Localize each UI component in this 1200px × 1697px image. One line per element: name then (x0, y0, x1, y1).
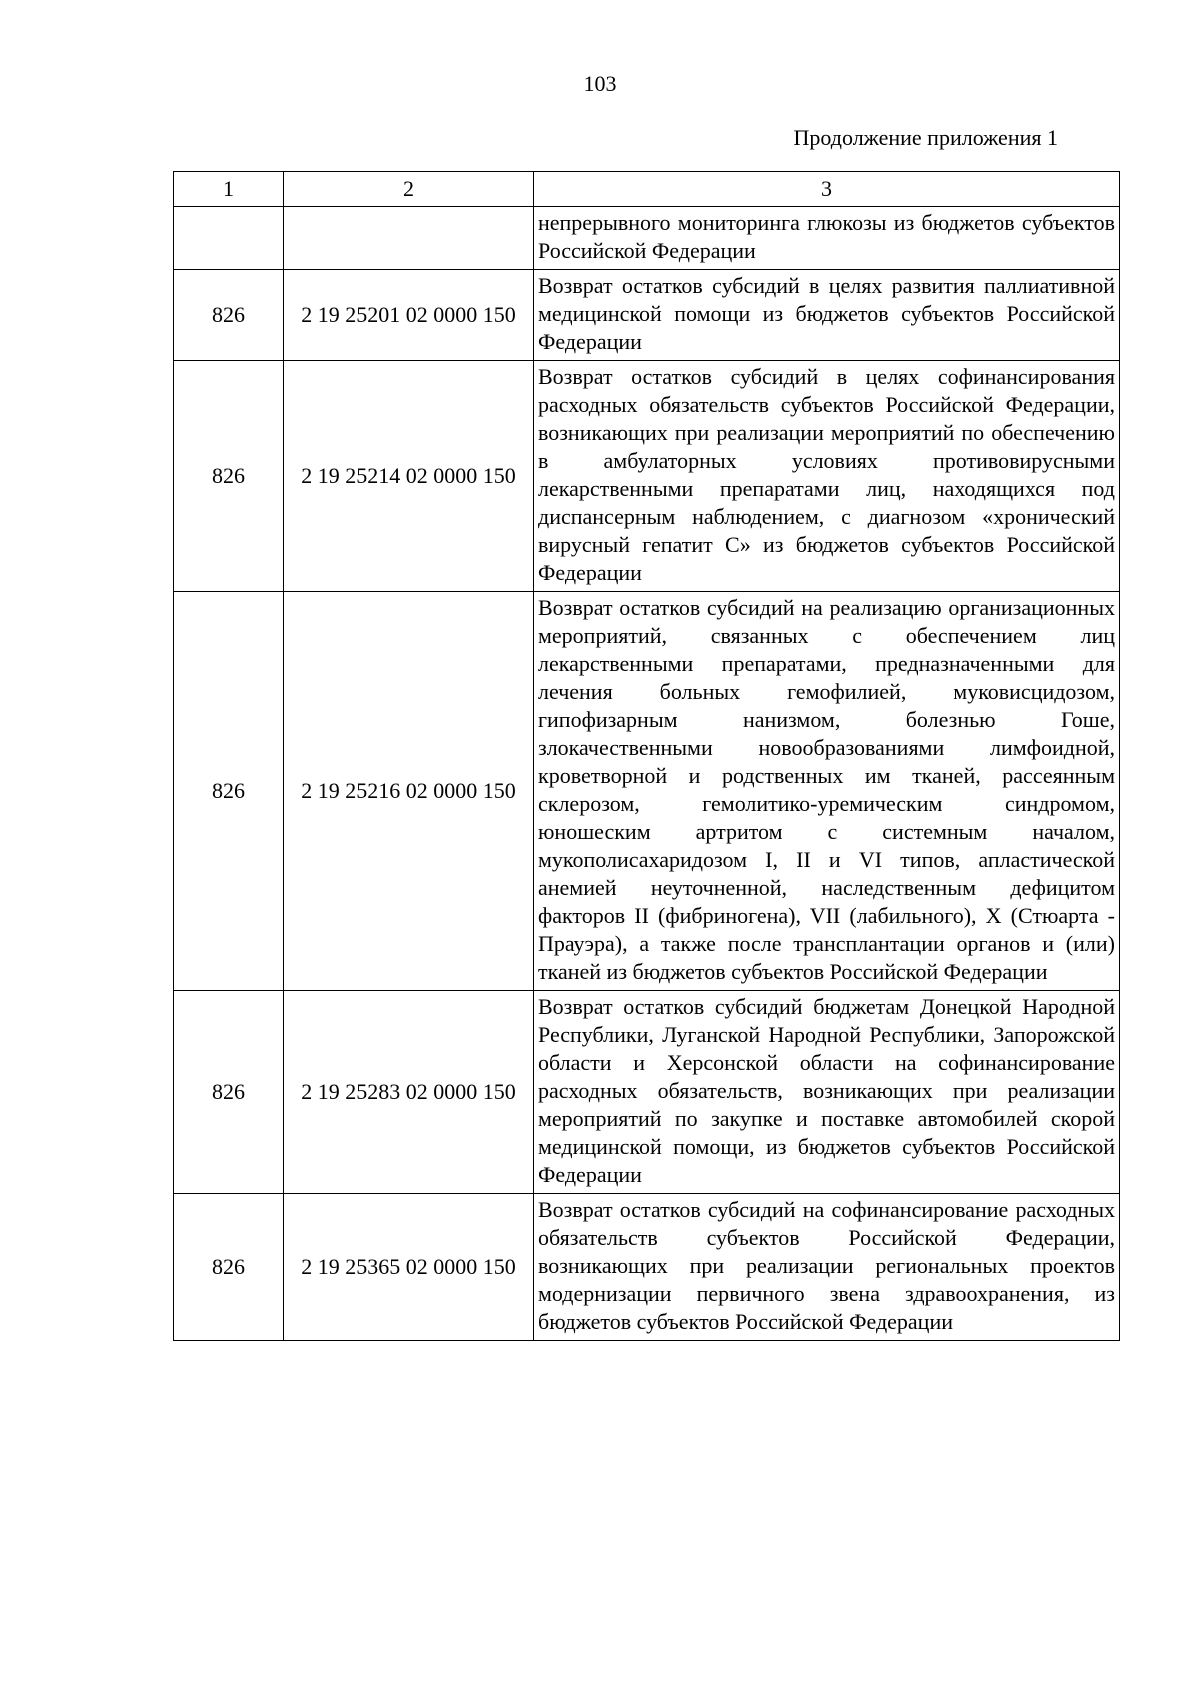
column-header-3: 3 (534, 172, 1120, 207)
table-row (174, 361, 1120, 592)
admin-code-cell: 826 (174, 1194, 284, 1341)
page-number: 103 (583, 71, 617, 96)
table-header-row (174, 172, 1120, 207)
admin-code-cell: 826 (174, 270, 284, 361)
admin-code-cell (174, 207, 284, 270)
description-cell: непрерывного мониторинга глюкозы из бюджетов субъектов Российской Федерации (534, 207, 1120, 270)
description-cell: Возврат остатков субсидий на софинансирование расходных обязательств субъектов Российской Федерации, возникающих при реализации региональных проектов модернизации первичного звена здравоохранения, из бюджетов субъектов Российской Федерации (534, 1194, 1120, 1341)
table-row (174, 1194, 1120, 1341)
column-header-2: 2 (284, 172, 534, 207)
admin-code-cell: 826 (174, 592, 284, 991)
kbk-code-cell: 2 19 25201 02 0000 150 (284, 270, 534, 361)
admin-code-cell: 826 (174, 361, 284, 592)
kbk-code-cell: 2 19 25214 02 0000 150 (284, 361, 534, 592)
kbk-code-cell: 2 19 25216 02 0000 150 (284, 592, 534, 991)
table-row (174, 991, 1120, 1194)
table-row (174, 270, 1120, 361)
appendix-continuation-label: Продолжение приложения 1 (793, 125, 1058, 150)
description-cell: Возврат остатков субсидий в целях софинансирования расходных обязательств субъектов Российской Федерации, возникающих при реализации мероприятий по обеспечению в амбулаторных условиях противовирусными лекарственными препаратами лиц, находящихся под диспансерным наблюдением, с диагнозом «хронический вирусный гепатит С» из бюджетов субъектов Российской Федерации (534, 361, 1120, 592)
table-row (174, 207, 1120, 270)
budget-codes-table (173, 171, 1120, 1341)
description-cell: Возврат остатков субсидий на реализацию организационных мероприятий, связанных с обеспечением лиц лекарственными препаратами, предназначенными для лечения больных гемофилией, муковисцидозом, гипофизарным нанизмом, болезнью Гоше, злокачественными новообразованиями лимфоидной, кроветворной и родственных им тканей, рассеянным склерозом, гемолитико-уремическим синдромом, юношеским артритом с системным началом, мукополисахаридозом I, II и VI типов, апластической анемией неуточненной, наследственным дефицитом факторов II (фибриногена), VII (лабильного), X (Стюарта - Прауэра), а также после трансплантации органов и (или) тканей из бюджетов субъектов Российской Федерации (534, 592, 1120, 991)
column-header-1: 1 (174, 172, 284, 207)
kbk-code-cell (284, 207, 534, 270)
kbk-code-cell: 2 19 25283 02 0000 150 (284, 991, 534, 1194)
description-cell: Возврат остатков субсидий бюджетам Донецкой Народной Республики, Луганской Народной Республики, Запорожской области и Херсонской области на софинансирование расходных обязательств, возникающих при реализации мероприятий по закупке и поставке автомобилей скорой медицинской помощи, из бюджетов субъектов Российской Федерации (534, 991, 1120, 1194)
kbk-code-cell: 2 19 25365 02 0000 150 (284, 1194, 534, 1341)
table-row (174, 592, 1120, 991)
admin-code-cell: 826 (174, 991, 284, 1194)
description-cell: Возврат остатков субсидий в целях развития паллиативной медицинской помощи из бюджетов субъектов Российской Федерации (534, 270, 1120, 361)
